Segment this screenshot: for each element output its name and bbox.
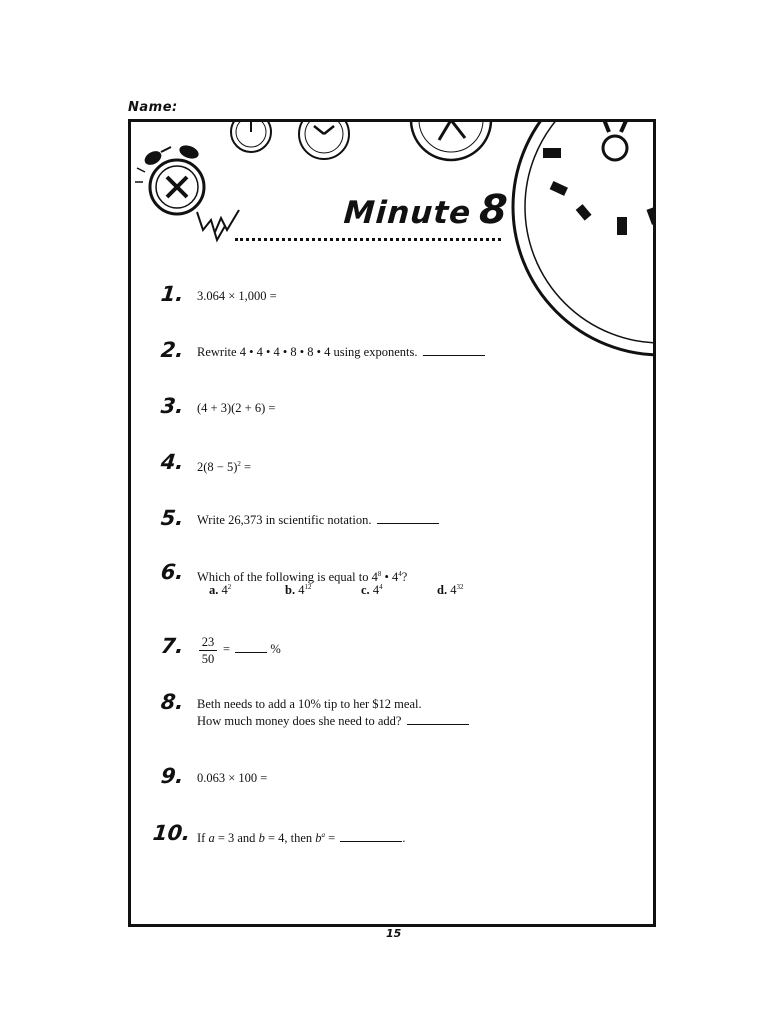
fraction	[199, 634, 217, 667]
question-text: If a = 3 and b = 4, then $b^a$ = .	[197, 831, 406, 846]
choice-b[interactable]: b. $4^{12}$	[285, 583, 312, 598]
name-label: Name:	[128, 100, 178, 115]
title-dotted-line	[235, 238, 501, 241]
question-number: 4.	[159, 450, 185, 474]
small-clock-icon	[299, 122, 349, 159]
question-number: 9.	[159, 764, 185, 788]
alarm-clock-icon	[135, 143, 239, 240]
answer-choices	[209, 583, 513, 598]
title-word: Minute	[342, 195, 473, 231]
title-number: 8	[477, 187, 510, 233]
question-text: = %	[223, 642, 281, 656]
choice-a[interactable]: a. $4^2$	[209, 583, 232, 598]
fraction-denominator: 50	[201, 652, 215, 666]
fraction-numerator: 23	[201, 635, 215, 649]
answer-blank[interactable]	[340, 831, 402, 842]
page-title	[342, 187, 510, 233]
answer-blank[interactable]	[423, 345, 485, 356]
question-number: 10.	[151, 821, 192, 845]
question-text: 0.063 × 100 =	[197, 771, 268, 785]
question-text: $2(8 - 5)^2$ =	[197, 460, 252, 475]
question-number: 2.	[159, 338, 185, 362]
question-text: (4 + 3)(2 + 6) =	[197, 401, 276, 415]
question-number: 8.	[159, 690, 185, 714]
small-clock-icon	[411, 122, 491, 160]
choice-c[interactable]: c. $4^4$	[361, 583, 383, 598]
question-text: Write 26,373 in scientific notation.	[197, 512, 439, 529]
large-clock-icon	[513, 122, 656, 355]
choice-d[interactable]: d. $4^{32}$	[437, 583, 464, 598]
question-number: 7.	[159, 634, 185, 658]
answer-blank[interactable]	[377, 513, 439, 524]
question-text: 3.064 × 1,000 =	[197, 289, 277, 303]
question-number: 6.	[159, 560, 185, 584]
answer-blank[interactable]	[235, 642, 267, 653]
worksheet-frame	[128, 119, 656, 927]
small-clock-icon	[231, 122, 271, 152]
question-text: Rewrite 4 • 4 • 4 • 8 • 8 • 4 using exponents.	[197, 344, 485, 361]
question-text: Beth needs to add a 10% tip to her $12 meal. How much money does she need to add?	[197, 696, 469, 730]
answer-blank[interactable]	[407, 714, 469, 725]
page-number: 15	[386, 927, 402, 940]
question-number: 3.	[159, 394, 185, 418]
question-number: 5.	[159, 506, 185, 530]
question-text: Which of the following is equal to $4^8$ • $4^4$?	[197, 570, 408, 585]
question-number: 1.	[159, 282, 185, 306]
